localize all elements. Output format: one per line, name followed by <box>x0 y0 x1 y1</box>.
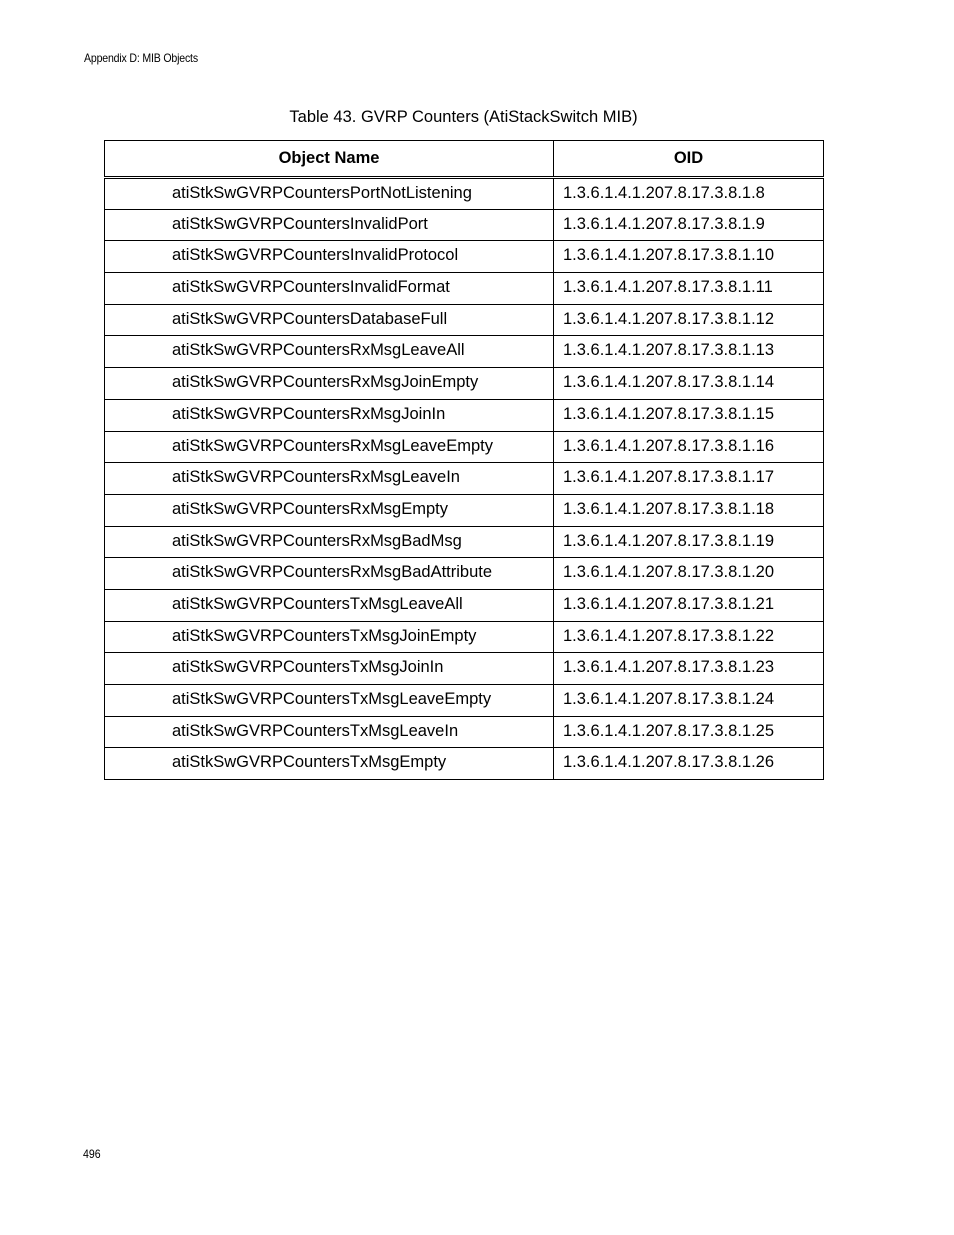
object-name-cell: atiStkSwGVRPCountersTxMsgJoinEmpty <box>105 621 554 653</box>
column-header-oid: OID <box>554 141 824 178</box>
oid-cell: 1.3.6.1.4.1.207.8.17.3.8.1.20 <box>554 558 824 590</box>
oid-cell: 1.3.6.1.4.1.207.8.17.3.8.1.21 <box>554 589 824 621</box>
table-row <box>105 748 824 780</box>
object-name-cell: atiStkSwGVRPCountersTxMsgJoinIn <box>105 653 554 685</box>
object-name-cell: atiStkSwGVRPCountersRxMsgLeaveIn <box>105 463 554 495</box>
table-row <box>105 336 824 368</box>
table-row <box>105 716 824 748</box>
object-name-cell: atiStkSwGVRPCountersRxMsgJoinEmpty <box>105 368 554 400</box>
object-name-cell: atiStkSwGVRPCountersInvalidPort <box>105 209 554 241</box>
object-name-cell: atiStkSwGVRPCountersRxMsgLeaveAll <box>105 336 554 368</box>
object-name-cell: atiStkSwGVRPCountersTxMsgLeaveIn <box>105 716 554 748</box>
table-body <box>105 178 824 780</box>
column-header-object-name: Object Name <box>105 141 554 178</box>
oid-cell: 1.3.6.1.4.1.207.8.17.3.8.1.15 <box>554 399 824 431</box>
table-row <box>105 241 824 273</box>
oid-cell: 1.3.6.1.4.1.207.8.17.3.8.1.13 <box>554 336 824 368</box>
table-header-row <box>105 141 824 178</box>
oid-cell: 1.3.6.1.4.1.207.8.17.3.8.1.16 <box>554 431 824 463</box>
oid-cell: 1.3.6.1.4.1.207.8.17.3.8.1.23 <box>554 653 824 685</box>
table-row <box>105 494 824 526</box>
oid-cell: 1.3.6.1.4.1.207.8.17.3.8.1.8 <box>554 178 824 210</box>
object-name-cell: atiStkSwGVRPCountersRxMsgJoinIn <box>105 399 554 431</box>
table-row <box>105 589 824 621</box>
table-row <box>105 431 824 463</box>
object-name-cell: atiStkSwGVRPCountersDatabaseFull <box>105 304 554 336</box>
object-name-cell: atiStkSwGVRPCountersTxMsgEmpty <box>105 748 554 780</box>
table-row <box>105 558 824 590</box>
table-row <box>105 304 824 336</box>
oid-cell: 1.3.6.1.4.1.207.8.17.3.8.1.9 <box>554 209 824 241</box>
table-row <box>105 368 824 400</box>
table-row <box>105 399 824 431</box>
table-row <box>105 685 824 717</box>
oid-cell: 1.3.6.1.4.1.207.8.17.3.8.1.18 <box>554 494 824 526</box>
object-name-cell: atiStkSwGVRPCountersRxMsgBadMsg <box>105 526 554 558</box>
table-row <box>105 178 824 210</box>
table-row <box>105 463 824 495</box>
oid-cell: 1.3.6.1.4.1.207.8.17.3.8.1.17 <box>554 463 824 495</box>
object-name-cell: atiStkSwGVRPCountersTxMsgLeaveEmpty <box>105 685 554 717</box>
object-name-cell: atiStkSwGVRPCountersRxMsgBadAttribute <box>105 558 554 590</box>
oid-cell: 1.3.6.1.4.1.207.8.17.3.8.1.25 <box>554 716 824 748</box>
object-name-cell: atiStkSwGVRPCountersRxMsgLeaveEmpty <box>105 431 554 463</box>
object-name-cell: atiStkSwGVRPCountersTxMsgLeaveAll <box>105 589 554 621</box>
oid-cell: 1.3.6.1.4.1.207.8.17.3.8.1.14 <box>554 368 824 400</box>
object-name-cell: atiStkSwGVRPCountersPortNotListening <box>105 178 554 210</box>
oid-cell: 1.3.6.1.4.1.207.8.17.3.8.1.22 <box>554 621 824 653</box>
oid-cell: 1.3.6.1.4.1.207.8.17.3.8.1.10 <box>554 241 824 273</box>
running-header: Appendix D: MIB Objects <box>84 51 198 65</box>
page-number: 496 <box>83 1147 101 1161</box>
object-name-cell: atiStkSwGVRPCountersRxMsgEmpty <box>105 494 554 526</box>
oid-cell: 1.3.6.1.4.1.207.8.17.3.8.1.26 <box>554 748 824 780</box>
oid-cell: 1.3.6.1.4.1.207.8.17.3.8.1.24 <box>554 685 824 717</box>
table-row <box>105 621 824 653</box>
table-row <box>105 653 824 685</box>
object-name-cell: atiStkSwGVRPCountersInvalidFormat <box>105 273 554 305</box>
table-row <box>105 273 824 305</box>
table-caption: Table 43. GVRP Counters (AtiStackSwitch MIB) <box>289 108 638 126</box>
object-name-cell: atiStkSwGVRPCountersInvalidProtocol <box>105 241 554 273</box>
gvrp-counters-table <box>104 140 824 780</box>
oid-cell: 1.3.6.1.4.1.207.8.17.3.8.1.12 <box>554 304 824 336</box>
oid-cell: 1.3.6.1.4.1.207.8.17.3.8.1.19 <box>554 526 824 558</box>
oid-cell: 1.3.6.1.4.1.207.8.17.3.8.1.11 <box>554 273 824 305</box>
table-row <box>105 209 824 241</box>
table-row <box>105 526 824 558</box>
